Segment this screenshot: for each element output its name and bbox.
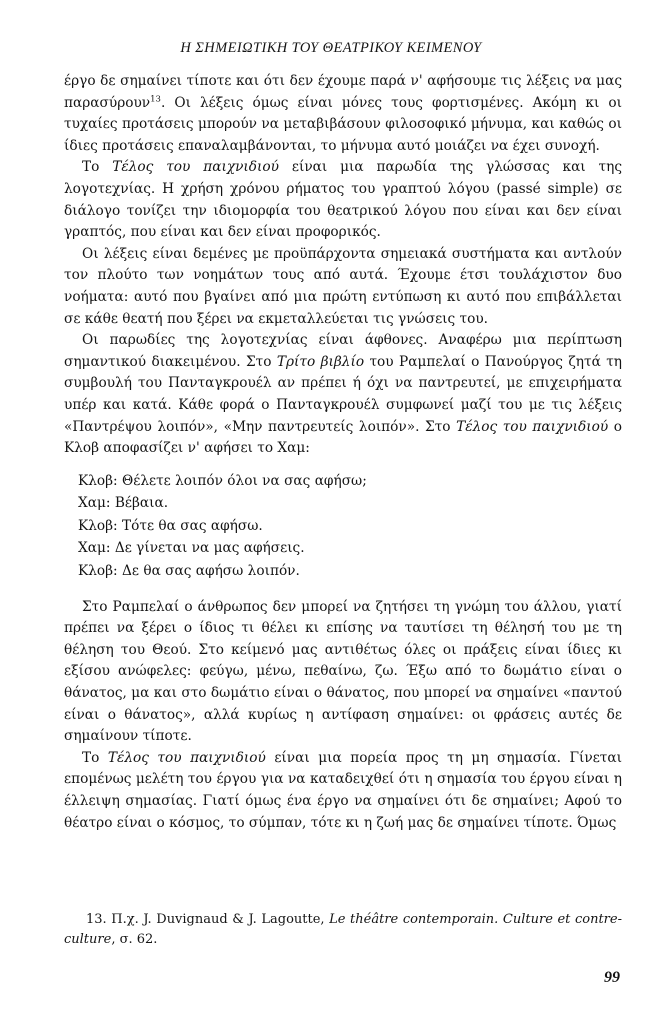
paragraph-5: Στο Ραμπελαί ο άνθρωπος δεν μπορεί να ζητήσει τη γνώμη του άλλου, γιατί πρέπει να ξέρει ο ίδιος τι θέλει κι επίσης να ταυτίσει τη θέλησή του με τη θέληση του Θεού. Στο κείμενό μας αντιθέτως όλες οι πράξεις είναι ίδιες κι εξίσου ανώφελες: φεύγω, μένω, πεθαίνω, ζω. Έξω από το δωμάτιο είναι ο θάνατος, μα και στο δωμάτιο είναι ο θάνατος, που μπορεί να σημαίνει «παντού είναι ο θάνατος», αλλά κυρίως η αντίφαση σημαίνει: οι φράσεις αυτές δε σημαίνουν τίποτε. (64, 598, 622, 745)
paragraph-6: Το Τέλος του παιχνιδιού είναι μια πορεία προς τη μη σημασία. Γίνεται επομένως μελέτη του έργου για να καταδειχθεί ότι η σημασία του έργου είναι η έλλειψη σημασίας. Γιατί όμως ένα έργο να σημαίνει ότι δε σημαίνει; Αφού το θέατρο είναι ο κόσμος, το σύμπαν, τότε κι η ζωή μας δε σημαίνει τίποτε. Όμως (64, 749, 622, 831)
footnote-ref-13: 13 (150, 94, 161, 105)
paragraph-3: Οι λέξεις είναι δεμένες με προϋπάρχοντα σημειακά συστήματα και αντλούν τον πλούτο των νοημάτων τους από αυτά. Έχουμε έτσι τουλάχιστον δυο νοήματα: αυτό που βγαίνει από μια πρώτη εντύπωση κι αυτό που επιβάλλεται σε κάθε θεατή που ξέρει να εκμεταλλεύεται τις γνώσεις του. (64, 245, 622, 327)
dialogue-line: Κλοβ: Δε θα σας αφήσω λοιπόν. (78, 563, 300, 580)
footnote-13: 13. Π.χ. J. Duvignaud & J. Lagoutte, Le théâtre contemporain. Culture et contre-culture, σ. 62. (64, 912, 622, 947)
dialogue-line: Κλοβ: Θέλετε λοιπόν όλοι να σας αφήσω; (78, 472, 367, 489)
dialogue-line: Χαμ: Δε γίνεται να μας αφήσεις. (78, 540, 305, 557)
dialogue-line: Κλοβ: Τότε θα σας αφήσω. (78, 517, 263, 534)
paragraph-4: Οι παρωδίες της λογοτεχνίας είναι άφθονες. Αναφέρω μια περίπτωση σημαντικού διακειμένου. Στο Τρίτο βιβλίο του Ραμπελαί ο Πανούργος ζητά τη συμβουλή του Πανταγκρουέλ αν πρέπει ή όχι να παντρευτεί, με επιχειρήματα υπέρ και κατά. Κάθε φορά ο Πανταγκρουέλ συμφωνεί μαζί του με τις λέξεις «Παντρέψου λοιπόν», «Μην παντρευτείς λοιπόν». Στο Τέλος του παιχνιδιού ο Κλοβ αποφασίζει ν' αφήσει το Χαμ: (64, 332, 622, 457)
work-title: Τρίτο βιβλίο (276, 353, 365, 370)
work-title: Τέλος του παιχνιδιού (456, 418, 609, 435)
cited-book-title: Le théâtre contemporain. Culture et contre-culture (64, 912, 622, 947)
running-header: Η ΣΗΜΕΙΩΤΙΚΗ ΤΟΥ ΘΕΑΤΡΙΚΟΥ ΚΕΙΜΕΝΟΥ (180, 40, 482, 56)
paragraph-1: έργο δε σημαίνει τίποτε και ότι δεν έχουμε παρά ν' αφήσουμε τις λέξεις να μας παρασύρουν$^{13}$. Οι λέξεις όμως είναι μόνες τους φορτισμένες. Ακόμη κι οι τυχαίες προτάσεις μπορούν να μεταβιβάσουν φιλοσοφικό μήνυμα, και καθώς οι ίδιες προτάσεις επαναλαμβάνονται, το μήνυμα αυτό μοιάζει να έχει συνοχή. (64, 73, 622, 154)
work-title: Τέλος του παιχνιδιού (112, 159, 279, 176)
dialogue-line: Χαμ: Βέβαια. (78, 495, 169, 512)
work-title: Τέλος του παιχνιδιού (107, 749, 266, 766)
dialogue-block (78, 470, 622, 583)
main-text (64, 71, 622, 834)
page-number: 99 (604, 969, 620, 986)
paragraph-2: Το Τέλος του παιχνιδιού είναι μια παρωδία της γλώσσας και της λογοτεχνίας. Η χρήση χρόνου ρήματος του γραπτού λόγου (passé simple) σε διάλογο τονίζει την ιδιομορφία του θεατρικού λόγου που είναι και δεν είναι γραπτός, που είναι και δεν είναι προφορικός. (64, 159, 622, 241)
